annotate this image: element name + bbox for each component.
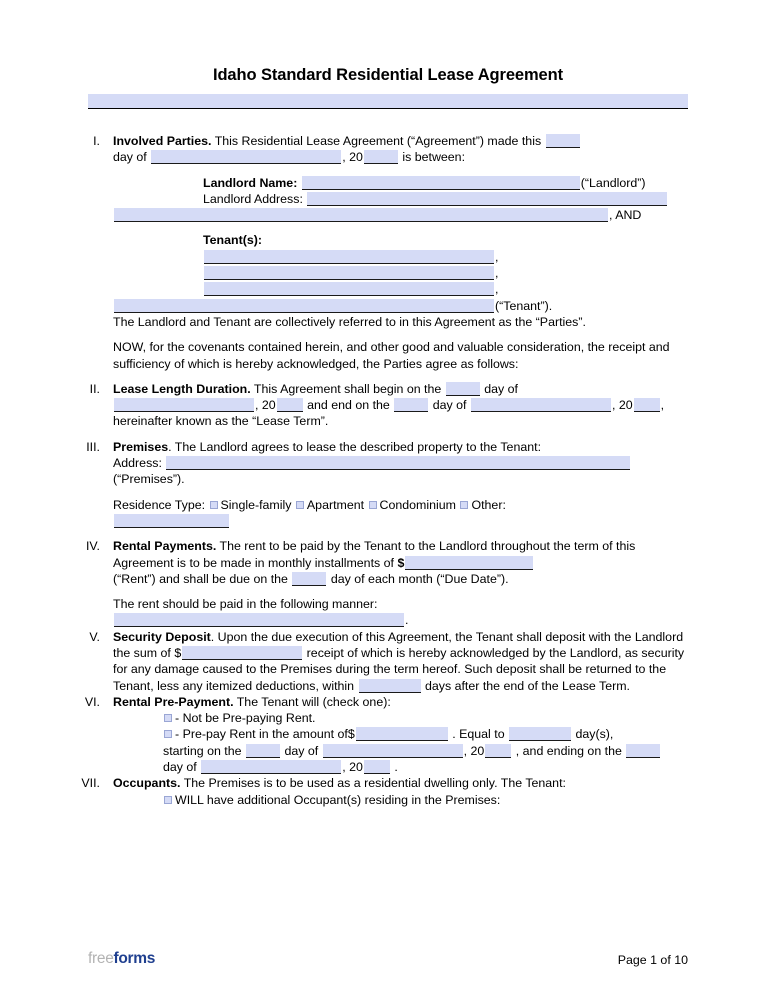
title-blank-field[interactable] (88, 94, 688, 109)
premises-heading: Premises (113, 439, 169, 454)
landlord-address-label: Landlord Address: (203, 191, 303, 206)
section-numeral-iv: IV. (85, 539, 100, 554)
landlord-name-suffix: (“Landlord”) (580, 175, 646, 190)
occupants-text-1: The Premises is to be used as a residential dwelling only. The Tenant: (180, 776, 566, 791)
residence-type-row (113, 497, 688, 513)
label-apartment: Apartment (306, 497, 365, 512)
section-body-occupants (113, 775, 688, 808)
rent-manner-row (113, 612, 688, 628)
lease-begin-day-field[interactable] (446, 382, 480, 396)
monthly-rent-amount-field[interactable] (405, 556, 533, 570)
tenant-name-field-2[interactable] (204, 266, 494, 280)
prepay-text-5: day of (284, 743, 319, 758)
spacer (113, 166, 688, 175)
rental-prepayment-heading: Rental Pre-Payment. (113, 694, 234, 709)
premises-suffix: (“Premises”). (113, 472, 185, 487)
tenant-comma-1: , (495, 249, 499, 264)
lease-length-text-6: , 20 (611, 398, 633, 413)
section-rental-prepayment (84, 694, 688, 775)
section-premises (88, 439, 688, 529)
rent-manner-period: . (405, 613, 409, 628)
tenant-name-field-4[interactable] (114, 299, 494, 313)
section-numeral-i: I. (93, 133, 100, 148)
occupants-options (163, 792, 688, 808)
prepay-text-3: day(s), (575, 727, 614, 742)
page-number: Page 1 of 10 (617, 953, 688, 967)
lease-begin-year-field[interactable] (277, 398, 303, 412)
label-other: Other: (471, 497, 506, 512)
lease-begin-month-field[interactable] (114, 398, 254, 412)
lease-end-month-field[interactable] (471, 398, 611, 412)
prepay-text-10: . (394, 760, 398, 775)
prepay-end-day-field[interactable] (626, 744, 660, 758)
security-deposit-text-1: . Upon the due execution of this Agreement, the Tenant shall deposit with the Landlord the sum of (113, 629, 684, 660)
section-numeral-v: V. (89, 629, 100, 644)
landlord-and-suffix: , AND (609, 208, 642, 223)
rental-payments-text-1: The rent to be paid by the Tenant to the Landlord throughout the term of this Agreement is to be made in monthly installments of (113, 539, 636, 570)
rental-payments-text-3: day of each month (“Due Date”). (330, 571, 509, 586)
spacer (113, 488, 688, 497)
spacer (88, 529, 688, 538)
label-will-have-occupants: WILL have additional Occupant(s) residing in the Premises: (175, 792, 501, 807)
lease-length-text-3: , 20 (255, 398, 276, 413)
security-deposit-text-2: receipt of which is hereby acknowledged by the Landlord, as security for any damage caused to the Premises during the term hereof. Such deposit shall be returned to the Tenant, less any itemized deductions, within (113, 645, 685, 693)
prepay-text-9: , 20 (342, 760, 363, 775)
prepay-amount-field[interactable] (356, 727, 448, 741)
tenants-label: Tenant(s): (203, 233, 262, 248)
agreement-day-field[interactable] (546, 134, 580, 148)
section-security-deposit (88, 629, 688, 694)
landlord-address-row-2 (113, 207, 688, 223)
section-numeral-ii: II. (89, 381, 100, 396)
security-deposit-amount-field[interactable] (182, 646, 302, 660)
prepay-end-year-field[interactable] (364, 760, 390, 774)
premises-address-label: Address: (113, 456, 162, 471)
lease-length-text-5: day of (432, 398, 467, 413)
lease-end-day-field[interactable] (394, 398, 428, 412)
spacer (88, 124, 688, 133)
tenant-row (113, 298, 688, 314)
premises-address-field[interactable] (166, 456, 630, 470)
tenant-row (203, 265, 688, 281)
lease-length-text-1: This Agreement shall begin on the (250, 381, 442, 396)
tenant-suffix: (“Tenant”). (495, 298, 553, 313)
checkbox-other[interactable] (460, 501, 468, 509)
prepay-start-year-field[interactable] (485, 744, 511, 758)
section-numeral-vi: VI. (84, 694, 100, 709)
rent-manner-text: The rent should be paid in the following manner: (113, 597, 378, 612)
security-deposit-heading: Security Deposit (113, 629, 211, 644)
document-body (81, 0, 688, 1000)
prepay-start-month-field[interactable] (323, 744, 463, 758)
rental-payments-heading: Rental Payments. (113, 539, 217, 554)
involved-parties-heading: Involved Parties. (113, 133, 212, 148)
spacer (113, 587, 688, 596)
section-body-rental-prepayment (113, 694, 688, 775)
checkbox-prepay-rent[interactable] (164, 730, 172, 738)
lease-length-text-2: day of (484, 381, 518, 396)
checkbox-apartment[interactable] (296, 501, 304, 509)
involved-parties-text-1: This Residential Lease Agreement (“Agreement”) made this (211, 133, 542, 148)
residence-other-row (113, 513, 688, 529)
prepay-text-6: , 20 (463, 743, 485, 758)
residence-other-field[interactable] (114, 514, 229, 528)
involved-parties-text-3: , 20 (342, 150, 363, 165)
prepayment-options (163, 710, 688, 775)
tenant-name-field-1[interactable] (204, 250, 494, 264)
spacer (113, 330, 688, 339)
landlord-name-row (203, 175, 688, 191)
prepay-text-2: . Equal to (452, 727, 505, 742)
lease-end-year-field[interactable] (634, 398, 660, 412)
section-body-premises (113, 439, 688, 529)
rent-manner-field[interactable] (114, 613, 404, 627)
landlord-address-field-2[interactable] (114, 208, 608, 222)
section-lease-length (88, 381, 688, 430)
tenant-name-field-3[interactable] (204, 282, 494, 296)
label-condominium: Condominium (379, 497, 456, 512)
tenant-row (203, 249, 688, 265)
lease-length-heading: Lease Length Duration. (113, 381, 251, 396)
page-title: Idaho Standard Residential Lease Agreement (212, 66, 564, 84)
agreement-month-field[interactable] (151, 150, 341, 164)
label-single-family: Single-family (220, 497, 292, 512)
parties-block (203, 175, 688, 314)
spacer (88, 109, 688, 124)
logo-forms-text: forms (113, 950, 156, 967)
landlord-address-field[interactable] (307, 192, 667, 206)
rental-prepayment-text-1: The Tenant will (check one): (233, 694, 391, 709)
checkbox-not-prepaying[interactable] (164, 714, 172, 722)
tenant-comma-2: , (495, 266, 499, 281)
security-deposit-text-3: days after the end of the Lease Term. (424, 678, 630, 693)
prepay-text-4: starting on the (163, 743, 242, 758)
rent-dollar-sign: $ (397, 555, 405, 570)
involved-parties-text-4: is between: (398, 150, 466, 165)
rent-due-day-field[interactable] (292, 572, 326, 586)
section-occupants (81, 775, 688, 808)
landlord-address-row (203, 191, 688, 207)
label-not-prepaying: - Not be Pre-paying Rent. (175, 711, 316, 726)
agreement-year-field[interactable] (364, 150, 398, 164)
logo-free-text: free (88, 950, 114, 967)
spacer (88, 430, 688, 439)
page-footer (88, 950, 688, 972)
section-involved-parties (88, 133, 688, 372)
tenant-comma-3: , (495, 282, 499, 297)
residence-type-label: Residence Type: (113, 497, 206, 512)
prepay-option-none-row (163, 710, 688, 726)
section-numeral-iii: III. (86, 439, 100, 454)
premises-text-1: . The Landlord agrees to lease the described property to the Tenant: (168, 439, 542, 454)
section-body-rental-payments (113, 538, 688, 628)
prepay-option-prepay-row (163, 726, 688, 775)
lease-length-text-4: and end on the (307, 398, 390, 413)
prepay-start-day-field[interactable] (246, 744, 280, 758)
section-rental-payments (85, 538, 688, 628)
prepay-days-field[interactable] (509, 727, 571, 741)
landlord-name-field[interactable] (302, 176, 580, 190)
collective-parties-text: The Landlord and Tenant are collectively referred to in this Agreement as the “Parties”. (113, 314, 586, 329)
prepay-text-8: day of (163, 760, 197, 775)
lease-term-text: hereinafter known as the “Lease Term”. (113, 414, 329, 429)
spacer (203, 223, 688, 232)
label-prepay-rent: - Pre-pay Rent in the amount of (175, 727, 348, 742)
section-numeral-vii: VII. (81, 776, 100, 791)
landlord-name-label: Landlord Name: (203, 175, 298, 190)
prepay-dollar-sign: $ (347, 727, 355, 742)
checkbox-condominium[interactable] (369, 501, 377, 509)
deposit-dollar-sign: $ (174, 645, 182, 660)
checkbox-will-have-occupants[interactable] (164, 796, 172, 804)
freeforms-logo[interactable] (88, 950, 155, 968)
section-body-lease-length (113, 381, 688, 430)
now-covenants-text: NOW, for the covenants contained herein, and other good and valuable consideration, the receipt and sufficiency of which is hereby acknowledged, the Parties agree as follows: (113, 340, 670, 371)
checkbox-single-family[interactable] (210, 501, 218, 509)
involved-parties-text-2: day of (113, 150, 147, 165)
spacer (88, 372, 688, 381)
lease-length-text-7: , (660, 398, 665, 413)
tenant-row (203, 281, 688, 297)
prepay-end-month-field[interactable] (201, 760, 341, 774)
section-body-involved-parties (113, 133, 688, 372)
rental-payments-text-2: (“Rent”) and shall be due on the (113, 571, 288, 586)
section-body-security-deposit (113, 629, 688, 694)
deposit-return-days-field[interactable] (359, 679, 421, 693)
prepay-text-7: , and ending on the (515, 743, 622, 758)
occupants-heading: Occupants. (113, 776, 181, 791)
